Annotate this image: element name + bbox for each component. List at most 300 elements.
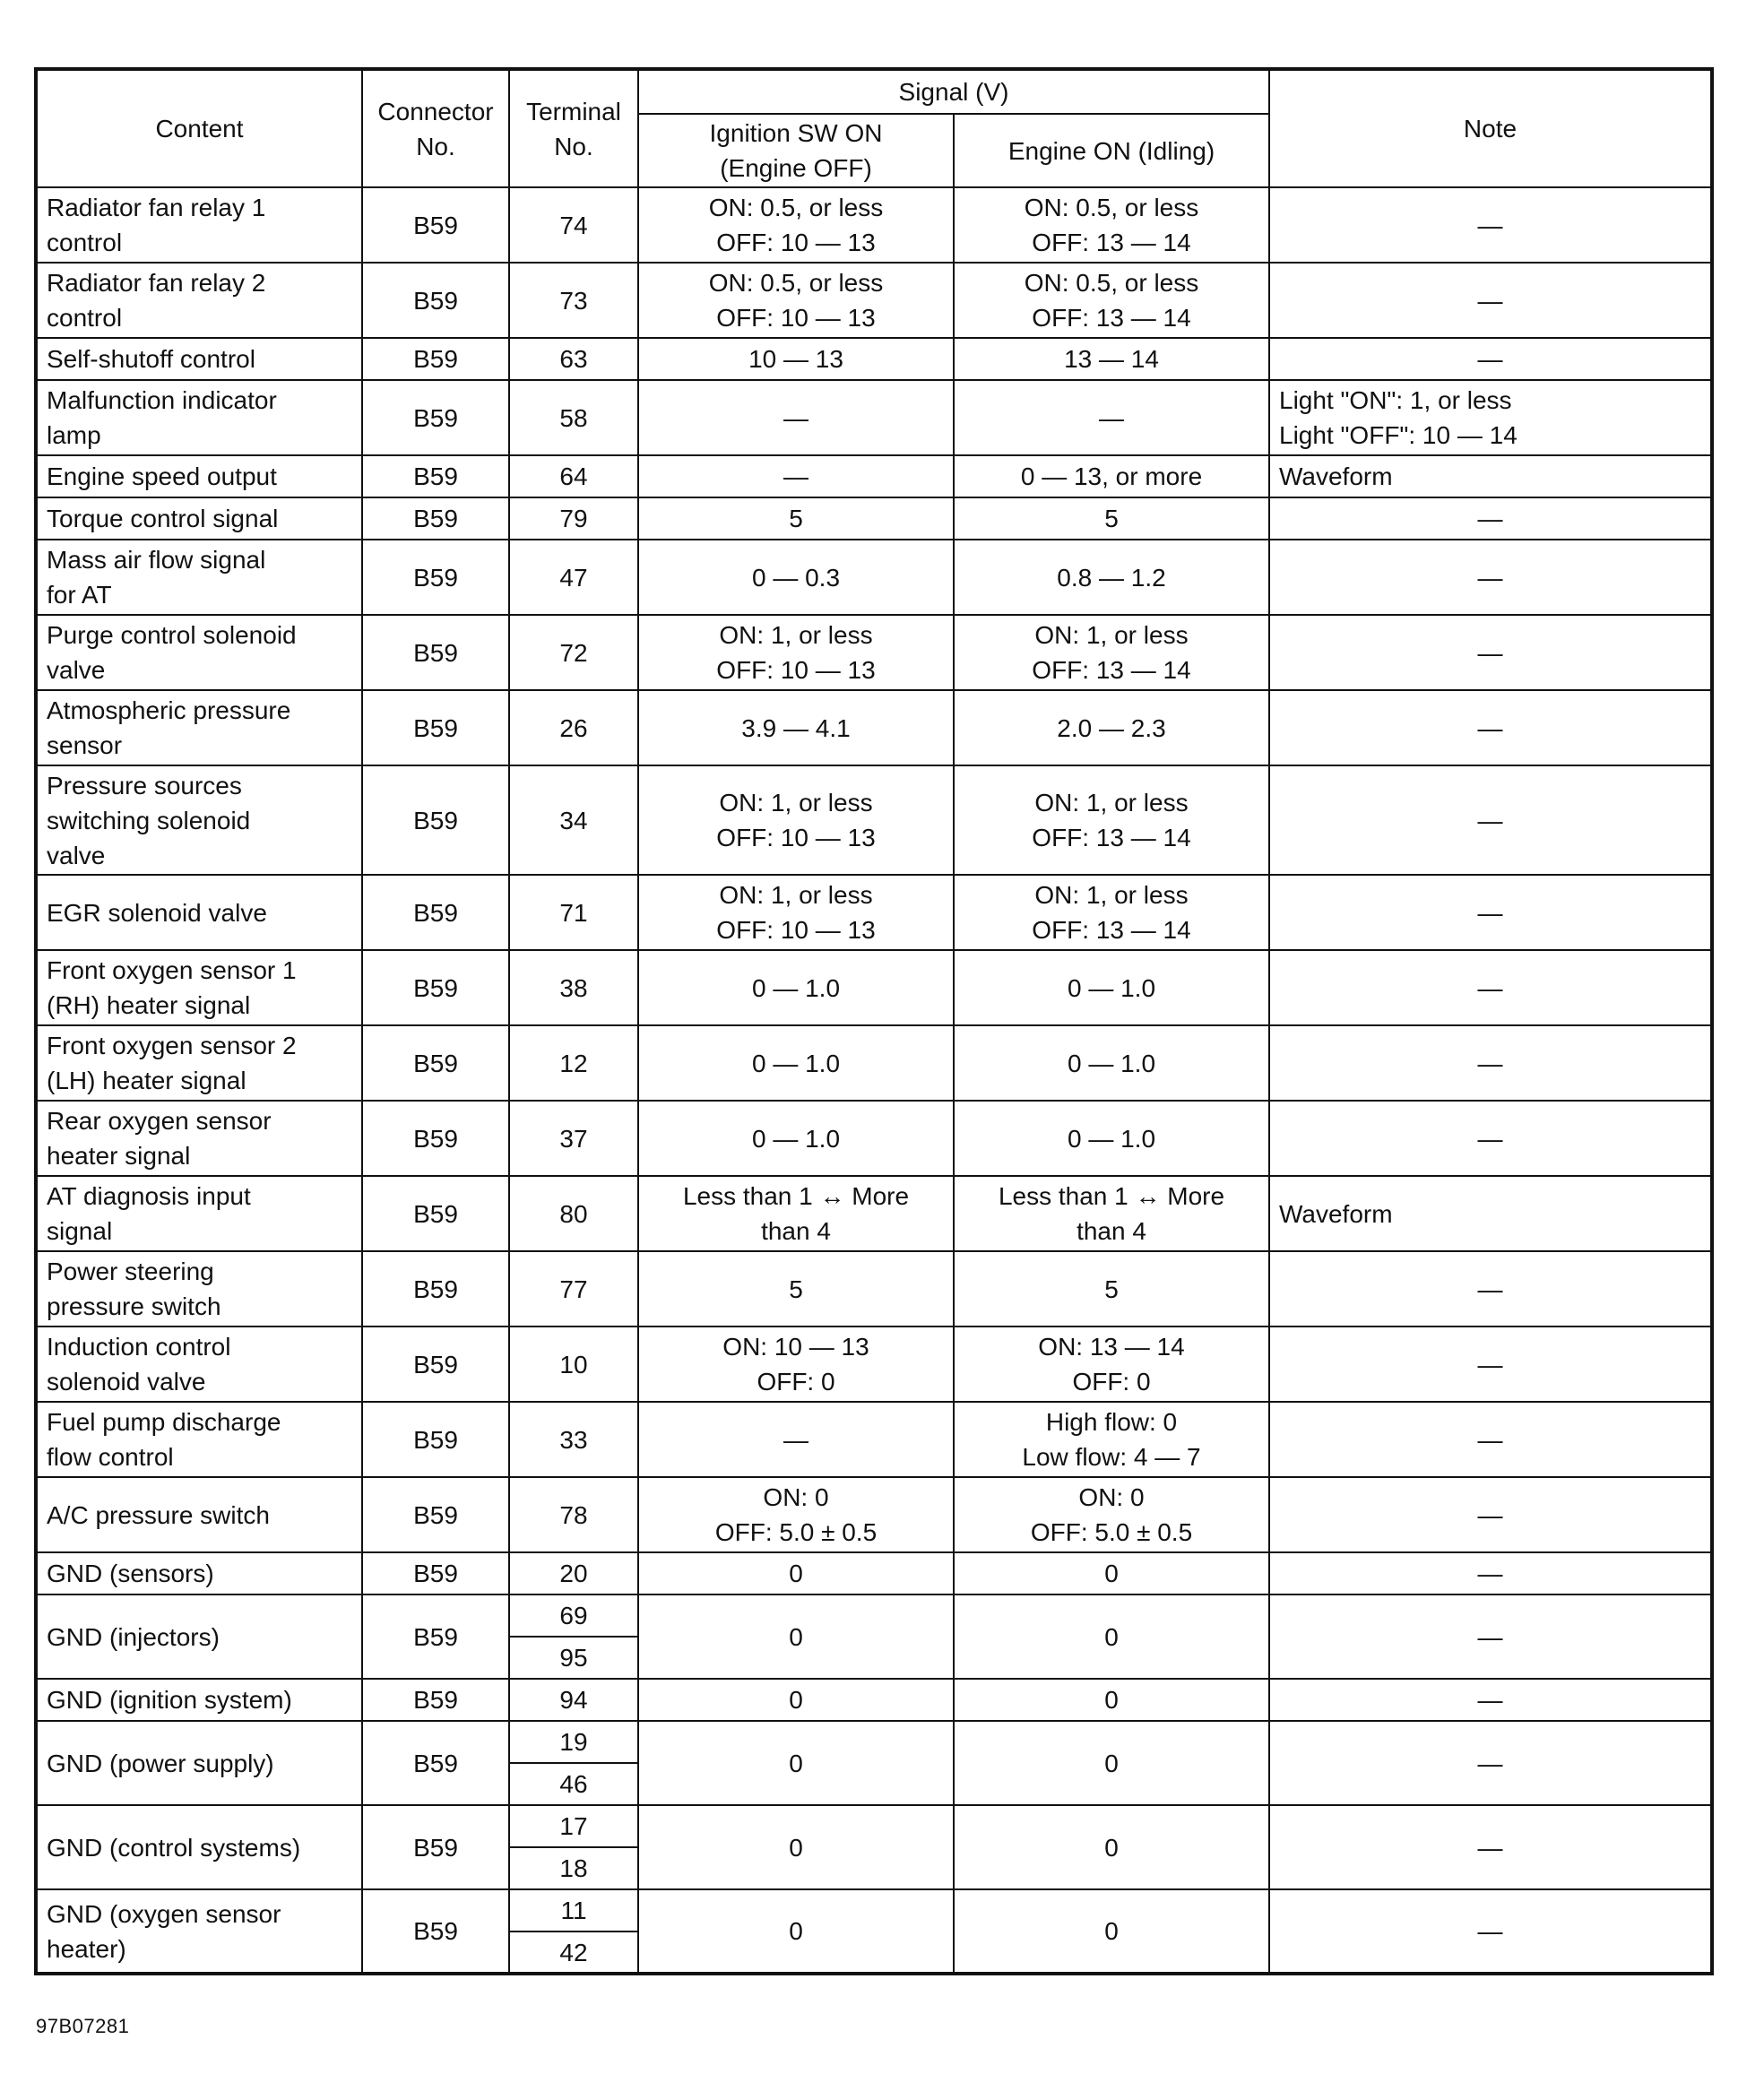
terminal-cell: 38 [509, 950, 638, 1025]
table-row [36, 338, 1712, 380]
content-cell-line: EGR solenoid valve [47, 898, 267, 927]
content-cell [36, 1552, 362, 1594]
table-row [36, 1327, 1712, 1402]
ignition-signal-cell [638, 187, 954, 263]
terminal-cell: 19 [509, 1721, 638, 1763]
engine-signal-cell [954, 1251, 1269, 1327]
ignition-signal-cell-line: OFF: 10 — 13 [716, 656, 876, 684]
ignition-signal-cell-line: Less than 1 ↔ More [682, 1182, 910, 1210]
note-cell [1269, 540, 1712, 615]
ignition-signal-cell-line: ON: 10 — 13 [722, 1333, 869, 1361]
engine-signal-cell-line: 0 [1104, 1917, 1119, 1945]
note-cell [1269, 1889, 1712, 1974]
table-row [36, 765, 1712, 875]
content-cell [36, 1679, 362, 1721]
engine-signal-cell-line: 5 [1104, 505, 1119, 532]
engine-signal-cell-line: 0.8 — 1.2 [1057, 563, 1166, 592]
engine-signal-cell [954, 615, 1269, 690]
connector-cell: B59 [362, 1889, 509, 1974]
ignition-signal-cell-line: 0 [789, 1833, 803, 1862]
content-cell-line: pressure switch [47, 1292, 221, 1320]
note-cell [1269, 1721, 1712, 1805]
note-cell-line: — [1477, 898, 1503, 927]
note-cell [1269, 875, 1712, 950]
terminal-cell: 47 [509, 540, 638, 615]
note-cell-line: — [1477, 1049, 1503, 1077]
ignition-signal-cell [638, 1889, 954, 1974]
ignition-signal-cell [638, 875, 954, 950]
connector-cell: B59 [362, 1025, 509, 1101]
header-terminal [509, 69, 638, 187]
content-cell-line: Power steering [47, 1257, 214, 1285]
engine-signal-cell-line: 13 — 14 [1064, 345, 1159, 373]
note-cell-line: — [1477, 713, 1503, 742]
terminal-cell: 46 [509, 1763, 638, 1805]
note-cell-line: — [1477, 1425, 1503, 1454]
connector-cell: B59 [362, 1721, 509, 1805]
ignition-signal-cell-line: 10 — 13 [748, 345, 843, 373]
engine-signal-cell-line: OFF: 5.0 ± 0.5 [1030, 1518, 1193, 1546]
engine-signal-cell [954, 875, 1269, 950]
content-cell [36, 875, 362, 950]
table-row [36, 1251, 1712, 1327]
content-cell [36, 338, 362, 380]
terminal-cell: 20 [509, 1552, 638, 1594]
engine-signal-cell-line: 0 [1104, 1749, 1119, 1777]
engine-signal-cell-line: OFF: 13 — 14 [1032, 824, 1191, 851]
header-connector-line: Connector [377, 97, 494, 125]
content-cell-line: Fuel pump discharge [47, 1408, 281, 1436]
content-cell [36, 380, 362, 455]
engine-signal-cell [954, 1327, 1269, 1402]
note-cell [1269, 1251, 1712, 1327]
engine-signal-cell-line: OFF: 13 — 14 [1032, 916, 1191, 944]
engine-signal-cell [954, 497, 1269, 540]
note-cell-line: Light "OFF": 10 — 14 [1279, 421, 1518, 449]
content-cell-line: control [47, 304, 123, 332]
note-cell-line: — [1477, 1275, 1503, 1303]
terminal-cell: 78 [509, 1477, 638, 1552]
connector-cell: B59 [362, 187, 509, 263]
connector-cell: B59 [362, 455, 509, 497]
note-cell-line: — [1477, 1124, 1503, 1153]
ignition-signal-cell [638, 540, 954, 615]
engine-signal-cell-line: ON: 0.5, or less [1024, 194, 1199, 221]
content-cell [36, 455, 362, 497]
note-cell-line: Waveform [1279, 1199, 1393, 1228]
content-cell-line: GND (ignition system) [47, 1686, 292, 1714]
ignition-signal-cell [638, 1327, 954, 1402]
note-cell [1269, 950, 1712, 1025]
note-cell [1269, 1552, 1712, 1594]
content-cell [36, 1594, 362, 1679]
content-cell-line: A/C pressure switch [47, 1500, 270, 1529]
ignition-signal-cell [638, 380, 954, 455]
terminal-cell: 80 [509, 1176, 638, 1251]
note-cell-line: — [1477, 973, 1503, 1002]
ignition-signal-cell-line: OFF: 10 — 13 [716, 824, 876, 851]
engine-signal-cell-line: ON: 1, or less [1034, 621, 1189, 649]
engine-signal-cell [954, 338, 1269, 380]
note-cell [1269, 1402, 1712, 1477]
note-cell [1269, 690, 1712, 765]
content-cell [36, 1477, 362, 1552]
content-cell [36, 1251, 362, 1327]
content-cell-line: Induction control [47, 1333, 231, 1361]
content-cell-line: GND (injectors) [47, 1622, 220, 1651]
table-row [36, 690, 1712, 765]
terminal-cell: 34 [509, 765, 638, 875]
ignition-signal-cell-line: 0 [789, 1686, 803, 1714]
ignition-signal-cell-line: ON: 1, or less [719, 621, 873, 649]
ignition-signal-cell-line: ON: 0.5, or less [708, 269, 884, 297]
table-row [36, 1176, 1712, 1251]
connector-cell: B59 [362, 950, 509, 1025]
engine-signal-cell-line: than 4 [1077, 1217, 1146, 1245]
content-cell-line: GND (sensors) [47, 1560, 214, 1587]
connector-cell: B59 [362, 338, 509, 380]
ignition-signal-cell-line: OFF: 10 — 13 [716, 916, 876, 944]
note-cell [1269, 380, 1712, 455]
connector-cell: B59 [362, 1101, 509, 1176]
ignition-signal-cell [638, 1402, 954, 1477]
ignition-signal-cell-line: ON: 0 [763, 1483, 829, 1511]
content-cell-line: Front oxygen sensor 1 [47, 956, 297, 984]
ignition-signal-cell-line: OFF: 10 — 13 [716, 229, 876, 256]
content-cell-line: heater) [47, 1934, 126, 1963]
header-ignition-line: (Engine OFF) [720, 154, 872, 182]
ignition-signal-cell [638, 1805, 954, 1889]
signal-spec-sheet [34, 67, 1710, 1975]
connector-cell: B59 [362, 1679, 509, 1721]
engine-signal-cell-line: ON: 13 — 14 [1038, 1333, 1185, 1361]
connector-cell: B59 [362, 1327, 509, 1402]
content-cell-line: GND (control systems) [47, 1833, 301, 1862]
connector-cell: B59 [362, 263, 509, 338]
ignition-signal-cell [638, 1679, 954, 1721]
content-cell-line: Rear oxygen sensor [47, 1107, 272, 1135]
terminal-cell: 42 [509, 1931, 638, 1974]
connector-cell: B59 [362, 1805, 509, 1889]
engine-signal-cell [954, 263, 1269, 338]
note-cell-line: — [1477, 1500, 1503, 1529]
terminal-cell: 58 [509, 380, 638, 455]
terminal-cell: 95 [509, 1637, 638, 1679]
ignition-signal-cell-line: 0 — 1.0 [751, 1124, 841, 1153]
content-cell [36, 1721, 362, 1805]
engine-signal-cell-line: 2.0 — 2.3 [1057, 713, 1166, 742]
ignition-signal-cell [638, 1594, 954, 1679]
engine-signal-cell [954, 1402, 1269, 1477]
engine-signal-cell [954, 1721, 1269, 1805]
ignition-signal-cell-line: 0 — 0.3 [751, 563, 841, 592]
table-row [36, 380, 1712, 455]
note-cell-line: — [1477, 563, 1503, 592]
engine-signal-cell-line: 0 — 13, or more [1020, 462, 1203, 490]
note-cell [1269, 1594, 1712, 1679]
ignition-signal-cell-line: ON: 1, or less [719, 789, 873, 817]
engine-signal-cell [954, 540, 1269, 615]
terminal-cell: 63 [509, 338, 638, 380]
ignition-signal-cell [638, 263, 954, 338]
note-cell [1269, 187, 1712, 263]
engine-signal-cell-line: OFF: 13 — 14 [1032, 656, 1191, 684]
terminal-cell: 26 [509, 690, 638, 765]
note-cell-line: — [1477, 345, 1503, 373]
ignition-signal-cell [638, 1101, 954, 1176]
engine-signal-cell-line: — [1099, 403, 1124, 432]
connector-cell: B59 [362, 1402, 509, 1477]
note-cell-line: — [1477, 638, 1503, 667]
content-cell-line: Radiator fan relay 1 [47, 194, 266, 221]
content-cell-line: Mass air flow signal [47, 546, 266, 574]
note-cell-line: — [1477, 1749, 1503, 1777]
table-row [36, 540, 1712, 615]
content-cell [36, 1889, 362, 1974]
terminal-cell: 33 [509, 1402, 638, 1477]
connector-cell: B59 [362, 1251, 509, 1327]
connector-cell: B59 [362, 690, 509, 765]
content-cell-line: Torque control signal [47, 505, 279, 532]
ignition-signal-cell-line: — [783, 1425, 808, 1454]
engine-signal-cell-line: ON: 1, or less [1034, 789, 1189, 817]
note-cell-line: — [1477, 286, 1503, 315]
connector-cell: B59 [362, 540, 509, 615]
ignition-signal-cell-line: — [783, 462, 808, 490]
engine-signal-cell [954, 455, 1269, 497]
content-cell [36, 950, 362, 1025]
content-cell [36, 690, 362, 765]
content-cell-line: flow control [47, 1443, 174, 1471]
connector-cell: B59 [362, 875, 509, 950]
content-cell-line: (LH) heater signal [47, 1067, 246, 1094]
connector-cell: B59 [362, 380, 509, 455]
ignition-signal-cell-line: OFF: 0 [757, 1368, 835, 1396]
note-cell-line: — [1477, 505, 1503, 532]
content-cell [36, 187, 362, 263]
table-row [36, 1889, 1712, 1931]
terminal-cell: 71 [509, 875, 638, 950]
note-cell [1269, 765, 1712, 875]
content-cell-line: Atmospheric pressure [47, 696, 291, 724]
terminal-cell: 69 [509, 1594, 638, 1637]
note-cell [1269, 263, 1712, 338]
ignition-signal-cell [638, 497, 954, 540]
note-cell [1269, 615, 1712, 690]
engine-signal-cell-line: 0 [1104, 1560, 1119, 1587]
content-cell [36, 497, 362, 540]
header-terminal-line: No. [554, 132, 593, 160]
note-cell [1269, 1327, 1712, 1402]
content-cell-line: sensor [47, 731, 123, 759]
ignition-signal-cell [638, 950, 954, 1025]
terminal-cell: 64 [509, 455, 638, 497]
ignition-signal-cell-line: 5 [789, 1275, 803, 1303]
ignition-signal-cell-line: 0 — 1.0 [751, 1049, 841, 1077]
content-cell-line: control [47, 229, 123, 256]
engine-signal-cell-line: 0 [1104, 1686, 1119, 1714]
content-cell-line: AT diagnosis input [47, 1182, 251, 1210]
engine-signal-cell [954, 1805, 1269, 1889]
header-signal: Signal (V) [638, 69, 1269, 114]
ignition-signal-cell-line: ON: 1, or less [719, 881, 873, 909]
note-cell [1269, 1101, 1712, 1176]
connector-cell: B59 [362, 1594, 509, 1679]
note-cell-line: — [1477, 1350, 1503, 1378]
engine-signal-cell [954, 1889, 1269, 1974]
connector-cell: B59 [362, 1176, 509, 1251]
table-row [36, 1721, 1712, 1763]
table-row [36, 455, 1712, 497]
engine-signal-cell-line: 0 — 1.0 [1067, 1124, 1156, 1153]
ignition-signal-cell [638, 1251, 954, 1327]
table-row [36, 187, 1712, 263]
content-cell-line: heater signal [47, 1142, 191, 1170]
terminal-cell: 11 [509, 1889, 638, 1931]
content-cell-line: valve [47, 841, 106, 869]
content-cell-line: Self-shutoff control [47, 345, 255, 373]
note-cell [1269, 1176, 1712, 1251]
content-cell-line: Front oxygen sensor 2 [47, 1032, 297, 1059]
terminal-cell: 94 [509, 1679, 638, 1721]
terminal-cell: 73 [509, 263, 638, 338]
header-connector-line: No. [416, 132, 455, 160]
engine-signal-cell [954, 765, 1269, 875]
ignition-signal-cell-line: 5 [789, 505, 803, 532]
table-row [36, 263, 1712, 338]
engine-signal-cell [954, 1679, 1269, 1721]
terminal-cell: 37 [509, 1101, 638, 1176]
engine-signal-cell-line: 5 [1104, 1275, 1119, 1303]
connector-cell: B59 [362, 1552, 509, 1594]
note-cell [1269, 455, 1712, 497]
terminal-cell: 77 [509, 1251, 638, 1327]
note-cell-line: — [1477, 211, 1503, 239]
ignition-signal-cell-line: 0 [789, 1560, 803, 1587]
table-row [36, 1552, 1712, 1594]
terminal-cell: 72 [509, 615, 638, 690]
terminal-cell: 10 [509, 1327, 638, 1402]
content-cell-line: Pressure sources [47, 771, 242, 799]
table-body [36, 187, 1712, 1974]
ignition-signal-cell-line: 0 [789, 1917, 803, 1945]
content-cell-line: solenoid valve [47, 1368, 206, 1396]
engine-signal-cell-line: OFF: 13 — 14 [1032, 229, 1191, 256]
engine-signal-cell-line: 0 [1104, 1622, 1119, 1651]
engine-signal-cell-line: Less than 1 ↔ More [998, 1182, 1225, 1210]
ignition-signal-cell-line: — [783, 403, 808, 432]
content-cell-line: GND (power supply) [47, 1749, 274, 1777]
engine-signal-cell [954, 1477, 1269, 1552]
ignition-signal-cell [638, 1176, 954, 1251]
engine-signal-cell-line: ON: 0 [1078, 1483, 1145, 1511]
terminal-cell: 79 [509, 497, 638, 540]
note-cell-line: — [1477, 1917, 1503, 1945]
content-cell [36, 765, 362, 875]
engine-signal-cell [954, 1025, 1269, 1101]
table-row [36, 1679, 1712, 1721]
content-cell-line: (RH) heater signal [47, 991, 251, 1019]
terminal-cell: 12 [509, 1025, 638, 1101]
engine-signal-cell-line: OFF: 13 — 14 [1032, 304, 1191, 332]
engine-signal-cell-line: ON: 0.5, or less [1024, 269, 1199, 297]
table-row [36, 497, 1712, 540]
ignition-signal-cell-line: OFF: 10 — 13 [716, 304, 876, 332]
ignition-signal-cell-line: 0 [789, 1749, 803, 1777]
terminal-cell: 74 [509, 187, 638, 263]
note-cell-line: — [1477, 1686, 1503, 1714]
ignition-signal-cell [638, 338, 954, 380]
engine-signal-cell-line: 0 — 1.0 [1067, 973, 1156, 1002]
ignition-signal-cell-line: ON: 0.5, or less [708, 194, 884, 221]
content-cell-line: signal [47, 1217, 113, 1245]
header-terminal-line: Terminal [526, 97, 621, 125]
content-cell [36, 1101, 362, 1176]
note-cell-line: Light "ON": 1, or less [1279, 386, 1512, 414]
engine-signal-cell [954, 187, 1269, 263]
note-cell [1269, 1805, 1712, 1889]
signal-spec-table [34, 67, 1714, 1975]
header-connector [362, 69, 509, 187]
ignition-signal-cell [638, 1552, 954, 1594]
content-cell [36, 1805, 362, 1889]
content-cell-line: Purge control solenoid [47, 621, 297, 649]
content-cell [36, 1176, 362, 1251]
header-ignition [638, 114, 954, 187]
table-row [36, 950, 1712, 1025]
table-row [36, 1402, 1712, 1477]
table-row [36, 1025, 1712, 1101]
engine-signal-cell-line: High flow: 0 [1045, 1408, 1178, 1436]
engine-signal-cell-line: ON: 1, or less [1034, 881, 1189, 909]
note-cell [1269, 338, 1712, 380]
figure-code: 97B07281 [36, 2015, 130, 2037]
connector-cell: B59 [362, 615, 509, 690]
content-cell-line: Radiator fan relay 2 [47, 269, 266, 297]
terminal-cell: 18 [509, 1847, 638, 1889]
engine-signal-cell [954, 1594, 1269, 1679]
ignition-signal-cell [638, 615, 954, 690]
ignition-signal-cell [638, 765, 954, 875]
content-cell [36, 1025, 362, 1101]
table-row [36, 875, 1712, 950]
content-cell [36, 263, 362, 338]
connector-cell: B59 [362, 497, 509, 540]
table-row [36, 1101, 1712, 1176]
table-header [36, 69, 1712, 187]
content-cell [36, 1327, 362, 1402]
content-cell-line: valve [47, 656, 106, 684]
content-cell [36, 540, 362, 615]
content-cell-line: Engine speed output [47, 462, 277, 490]
note-cell [1269, 1477, 1712, 1552]
note-cell [1269, 1025, 1712, 1101]
content-cell [36, 615, 362, 690]
table-row [36, 1594, 1712, 1637]
table-row [36, 1805, 1712, 1847]
connector-cell: B59 [362, 1477, 509, 1552]
engine-signal-cell [954, 380, 1269, 455]
note-cell [1269, 1679, 1712, 1721]
content-cell-line: lamp [47, 421, 101, 449]
engine-signal-cell [954, 1552, 1269, 1594]
ignition-signal-cell-line: than 4 [761, 1217, 831, 1245]
note-cell-line: — [1477, 1560, 1503, 1587]
engine-signal-cell [954, 690, 1269, 765]
engine-signal-cell-line: OFF: 0 [1072, 1368, 1151, 1396]
engine-signal-cell-line: 0 — 1.0 [1067, 1049, 1156, 1077]
ignition-signal-cell-line: 0 — 1.0 [751, 973, 841, 1002]
